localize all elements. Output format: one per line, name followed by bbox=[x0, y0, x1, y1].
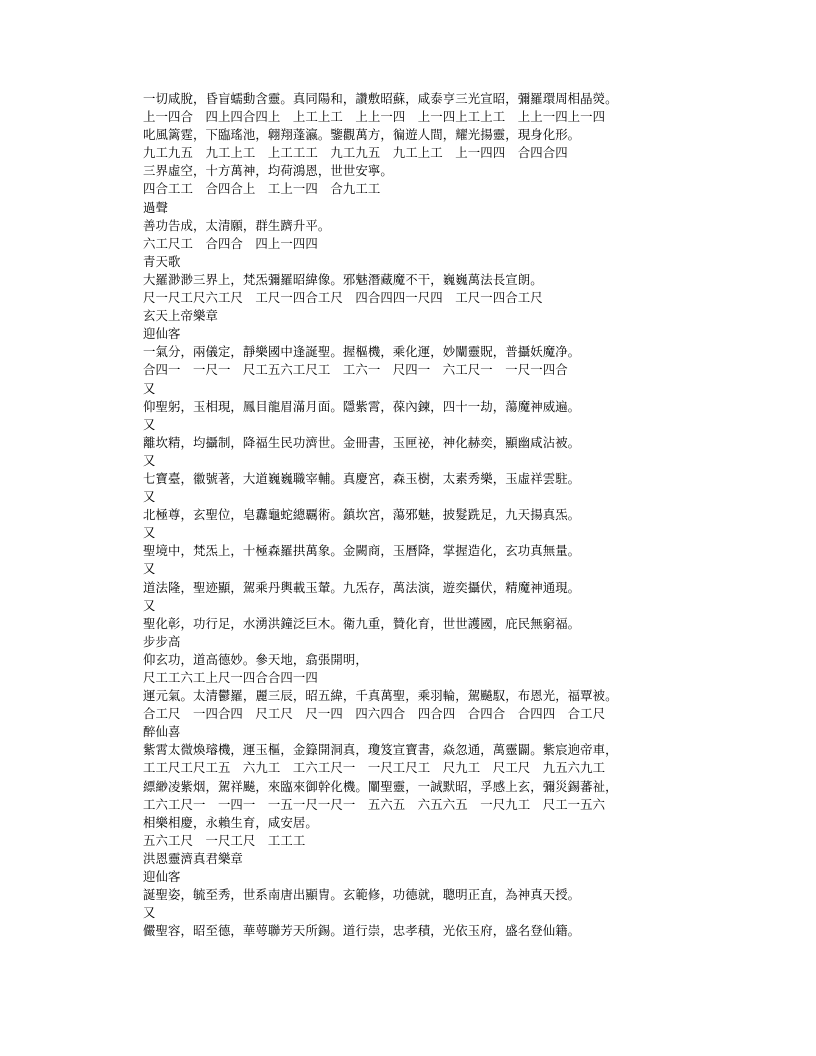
text-line: 迎仙客 bbox=[143, 326, 181, 342]
text-line: 上一四合 四上四合四上 上工上工 上上一四 上一四上工上工 上上一四上一四 bbox=[143, 109, 606, 125]
text-line: 又 bbox=[143, 525, 156, 541]
text-line: 合四一 一尺一 尺工五六工尺工 工六一 尺四一 六工尺一 一尺一四合 bbox=[143, 362, 568, 378]
text-line: 仰聖躬，玉相現，鳳目龍眉滿月面。隱紫霄，葆內鍊，四十一劫，蕩魔神威遍。 bbox=[143, 398, 581, 414]
text-line: 又 bbox=[143, 905, 156, 921]
text-line: 一氣分，兩儀定，靜樂國中逢誕聖。握樞機，乘化運，妙闡靈貺，普攝妖魔净。 bbox=[143, 344, 581, 360]
text-line: 紫霄太微煥璿機，運玉樞，金籙開洞真，瓊笈宣寶書，焱忽通，萬靈闢。紫宸逈帝車， bbox=[143, 742, 618, 758]
text-line: 工六工尺一 一四一 一五一尺一尺一 五六五 六五六五 一尺九工 尺工一五六 bbox=[143, 796, 606, 812]
text-line: 迎仙客 bbox=[143, 869, 181, 885]
text-line: 又 bbox=[143, 561, 156, 577]
text-line: 又 bbox=[143, 489, 156, 505]
text-line: 縹緲凌紫烟，駕祥飇，來臨來御幹化機。闡聖靈，一誠默昭，孚感上玄，彌災錫蕃祉， bbox=[143, 778, 618, 794]
text-line: 醉仙喜 bbox=[143, 724, 181, 740]
text-line: 合工尺 一四合四 尺工尺 尺一四 四六四合 四合四 合四合 合四四 合工尺 bbox=[143, 706, 606, 722]
text-line: 運元氣。太清鬱羅，麗三辰，昭五緯，千真萬聖，乘羽輪，駕飇馭，布恩光，福覃被。 bbox=[143, 688, 618, 704]
text-line: 尺工工六工上尺一四合合四一四 bbox=[143, 670, 318, 685]
text-line: 五六工尺 一尺工尺 工工工 bbox=[143, 832, 306, 848]
text-line: 儼聖容，昭至德，華萼聯芳天所錫。道行崇，忠孝積，光依玉府，盛名登仙籍。 bbox=[143, 923, 581, 939]
text-line: 九工九五 九工上工 上工工工 九工九五 九工上工 上一四四 合四合四 bbox=[143, 145, 568, 161]
text-line: 玄天上帝樂章 bbox=[143, 308, 218, 324]
text-line: 善功告成，太清願，群生躋升平。 bbox=[143, 217, 331, 233]
text-line: 四合工工 合四合上 工上一四 合九工工 bbox=[143, 181, 381, 197]
text-line: 大羅渺渺三界上，梵炁彌羅昭緯像。邪魅潛藏魔不干，巍巍萬法長宣朗。 bbox=[143, 271, 543, 287]
text-line: 仰玄功，道高德妙。參天地，翕張開明， bbox=[143, 651, 368, 667]
text-line: 七寶臺，徽號著，大道巍巍職宰輔。真慶宮，森玉樹，太素秀樂，玉虛祥雲駐。 bbox=[143, 470, 581, 486]
text-line: 一切咸脫，昏盲蠕動含靈。真同陽和，讚敷昭蘇，咸泰亨三光宣昭，彌羅環周相晶熒。 bbox=[143, 91, 618, 106]
text-line: 道法隆，聖迹顯，駕乘丹輿載玉輦。九炁存，萬法演，遊奕攝伏，精魔神通現。 bbox=[143, 579, 581, 595]
text-line: 聖境中，梵炁上，十極森羅拱萬象。金闕商，玉曆降，掌握造化，玄功真無量。 bbox=[143, 543, 581, 559]
text-line: 過聲 bbox=[143, 199, 168, 215]
text-line: 又 bbox=[143, 380, 156, 396]
text-line: 步步高 bbox=[143, 633, 181, 649]
text-line: 洪恩靈濟真君樂章 bbox=[143, 850, 243, 866]
text-line: 青天歌 bbox=[143, 253, 181, 269]
text-line: 相樂相慶，永賴生育，咸安居。 bbox=[143, 814, 318, 830]
text-line: 叱風篱霆，下臨瑤池，翺翔蓬瀛。鑒觀萬方，徧遊人間，耀光揚靈，現身化形。 bbox=[143, 127, 581, 143]
text-line: 尺一尺工尺六工尺 工尺一四合工尺 四合四四一尺四 工尺一四合工尺 bbox=[143, 290, 543, 306]
text-line: 又 bbox=[143, 597, 156, 613]
text-line: 又 bbox=[143, 452, 156, 468]
text-line: 六工尺工 合四合 四上一四四 bbox=[143, 235, 318, 251]
text-line: 誕聖姿，毓至秀，世系南唐出顯冑。玄範修，功德就，聰明正直，為神真天授。 bbox=[143, 887, 581, 903]
text-line: 聖化彰，功行足，水湧洪鐘泛巨木。衛九重，贊化育，世世護國，庇民無窮福。 bbox=[143, 615, 581, 631]
document-text-body bbox=[143, 90, 683, 940]
text-line: 又 bbox=[143, 416, 156, 432]
text-line: 三界虛空，十方萬神，均荷鴻恩，世世安寧。 bbox=[143, 163, 393, 179]
text-line: 工工尺工尺工五 六九工 工六工尺一 一尺工尺工 尺九工 尺工尺 九五六九工 bbox=[143, 760, 606, 776]
text-line: 北極尊，玄聖位，皂纛龜蛇總覊術。鎮坎宮，蕩邪魅，披髮跣足，九天揚真炁。 bbox=[143, 507, 581, 523]
text-line: 離坎精，均攝制，降福生民功濟世。金冊書，玉匣祕，神化赫奕，顯幽咸沾被。 bbox=[143, 434, 581, 450]
